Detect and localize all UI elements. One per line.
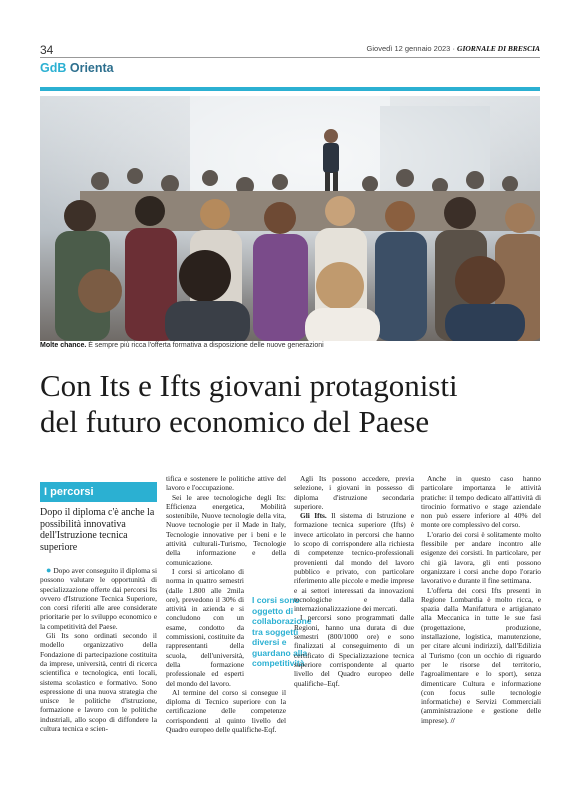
- column-3-paragraph-3: I percorsi sono programmati dalle Regioni, hanno una durata di due semestri (800/1000 ore) e sono finalizzati al conseguimento di un certificato di Specializzazione tecnica superiore corrispondente al quarto livello del Quadro europeo delle qualifiche–Eqf.: [294, 613, 414, 688]
- header-rule: [40, 57, 540, 58]
- column-1-paragraph-1: Dopo aver conseguito il diploma si possono valutare le opportunità di specializzazione offerte dai percorsi Its ovvero d'Istruzione Tecnica Superiore, con corsi riferiti alle aree considerate prioritarie per lo sviluppo economico e la competitività del Paese.: [40, 566, 157, 631]
- issue-date: Giovedì 12 gennaio 2023: [366, 44, 451, 53]
- column-1-paragraph-2: Gli Its sono ordinati secondo il modello organizzativo della Fondazione di partecipazione costituita da imprese, università, centri di ricerca scientifica e tecnologica, enti locali, sistema scolastico e formativo. Sono espressione di una nuova strategia che unisce le politiche d'istruzione, formazione e lavoro con le politiche industriali, allo scopo di diffondere la cultura tecnica e scien-: [40, 631, 157, 734]
- column-2-paragraph-3: I corsi si articolano di norma in quattro semestri (dalle 1.800 alle 2mila ore), prevedono il 30% di attività in azienda e si concludono con un esame, condotto da commissioni, costituite da rappresentanti della scuola, dell'università, della formazione professionale ed esperti del mondo del lavoro.: [166, 566, 244, 688]
- dateline: [367, 44, 540, 53]
- dateline-separator: ·: [452, 44, 455, 53]
- section-bar: [40, 87, 540, 91]
- column-4-paragraph-2: L'orario dei corsi è solitamente molto flessibile per andare incontro alle esigenze dei corsisti. In particolare, per chi già lavora, gli enti possono organizzare i corsi anche dopo l'orario lavorativo e durante il fine settimana.: [421, 529, 541, 586]
- column-3-paragraph-2: Il sistema di Istruzione e formazione tecnica superiore (Ifts) è invece articolato in percorsi che hanno lo scopo di corrispondere alla richiesta di competenze tecnico-professionali provenienti dal mondo del lavoro pubblico e privato, con particolare riferimento alle piccole e medie imprese e ai settori interessati da innovazioni tecnologiche e dalla internazionalizzazione dei mercati.: [294, 511, 414, 614]
- headline-line-2: del futuro economico del Paese: [40, 404, 430, 439]
- bullet-icon: ●: [46, 565, 52, 575]
- article-column-4: [421, 474, 541, 725]
- subheadline: Dopo il diploma c'è anche la possibilità innovativa dell'Istruzione tecnica superiore: [40, 507, 155, 553]
- section-name: Orienta: [69, 61, 114, 75]
- section-brand: GdB: [40, 61, 67, 75]
- headline: [40, 368, 545, 440]
- column-3-paragraph-1: Agli Its possono accedere, previa selezione, i giovani in possesso di diploma d'istruzione secondaria superiore.: [294, 474, 414, 511]
- pull-quote: I corsi sono oggetto di collaborazione tra soggetti diversi e guardano alla competitività: [252, 595, 312, 668]
- photo-caption: [40, 342, 540, 349]
- page-number: 34: [40, 43, 54, 57]
- end-mark: //: [448, 715, 455, 725]
- column-4-paragraph-1: Anche in questo caso hanno particolare importanza le attività pratiche: il tempo dedicato all'attività di tirocinio formativo e stage aziendale non può essere inferiore al 40% del monte ore complessivo del corso.: [421, 474, 541, 530]
- article-column-3: [294, 474, 414, 688]
- column-2-paragraph-2: Sei le aree tecnologiche degli Its: Efficienza energetica, Mobilità sostenibile, Nuove tecnologie della vita, Nuove tecnologie per il Made in Italy, Tecnologie innovative per i beni e le attività culturali-Turismo, Tecnologie della informazione e della comunicazione.: [166, 492, 286, 567]
- caption-text: È sempre più ricca l'offerta formativa a disposizione delle nuove generazioni: [86, 342, 324, 349]
- article-column-1: [40, 566, 157, 733]
- column-3-lead: Gli Ifts.: [300, 511, 327, 521]
- column-2-paragraph-1: tifica e sostenere le politiche attive del lavoro e l'occupazione.: [166, 474, 286, 493]
- column-2-paragraph-4: Al termine del corso si consegue il diploma di Tecnico superiore con la certificazione delle competenze corrispondenti al quinto livello del Quadro europeo delle qualifiche-Eqf.: [166, 687, 286, 735]
- column-4-paragraph-3: L'offerta dei corsi Ifts presenti in Regione Lombardia è molto ricca, e spazia dalla Manifattura e artigianato alla Meccanica in tutte le sue fasi (progettazione, produzione, installazione, logistica, manutenzione, per citare alcuni indirizzi), dall'Edilizia al Turismo (con un occhio di riguardo per le risorse del territorio, l'agroalimentare e lo sport), senza dimenticare Cultura e informazione (con focus sulle tecnologie informatiche) e Servizi Commerciali (amministrazione e gestione delle imprese).: [421, 585, 541, 725]
- newspaper-name: GIORNALE DI BRESCIA: [457, 44, 540, 53]
- article-photo: [40, 96, 540, 341]
- caption-lead: Molte chance.: [40, 342, 87, 349]
- kicker-label: I percorsi: [40, 482, 157, 502]
- section-label: [40, 61, 114, 75]
- headline-line-1: Con Its e Ifts giovani protagonisti: [40, 368, 458, 403]
